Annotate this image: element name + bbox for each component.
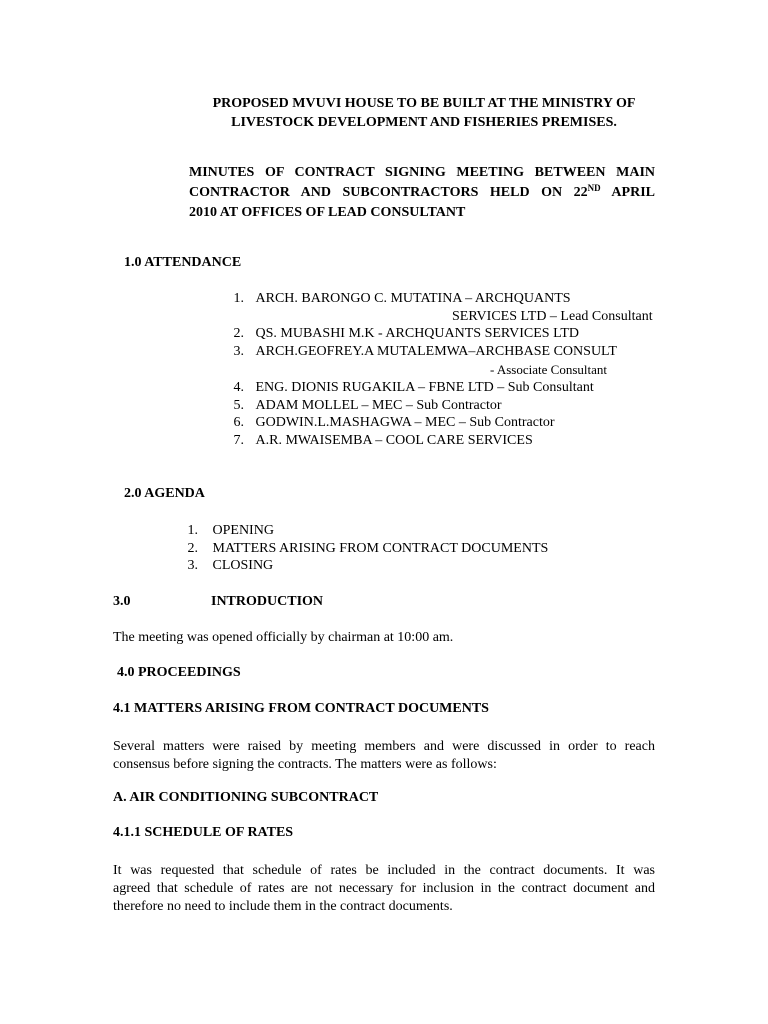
agenda-item	[176, 540, 548, 558]
schedule-heading: 4.1.1 SCHEDULE OF RATES	[113, 825, 294, 840]
paragraph-line: agreed that schedule of rates are not necessary for inclusion in the contract document and	[113, 881, 655, 896]
paragraph-line: therefore no need to include them in the contract documents.	[113, 899, 453, 914]
paragraph-line: It was requested that schedule of rates be included in the contract documents. It was	[113, 863, 655, 878]
introduction-number: 3.0	[113, 594, 131, 609]
attendance-number: 5.	[233, 398, 244, 413]
agenda-text: CLOSING	[212, 558, 274, 573]
subcontract-heading: A. AIR CONDITIONING SUBCONTRACT	[113, 790, 379, 805]
proceedings-heading: 4.0 PROCEEDINGS	[117, 665, 241, 680]
attendance-item	[222, 379, 594, 397]
attendance-item	[222, 397, 502, 415]
attendance-number: 7.	[233, 433, 244, 448]
attendance-number: 6.	[233, 415, 244, 430]
subtitle-superscript: ND	[587, 183, 601, 193]
subtitle-line-2-end: APRIL	[600, 185, 655, 200]
subtitle-line-1: MINUTES OF CONTRACT SIGNING MEETING BETWEEN MAIN	[189, 165, 655, 180]
attendance-heading: 1.0 ATTENDANCE	[124, 255, 242, 270]
attendance-number: 1.	[233, 291, 244, 306]
subtitle-line-2	[189, 183, 655, 203]
introduction-heading: INTRODUCTION	[211, 594, 324, 609]
agenda-heading: 2.0 AGENDA	[124, 486, 205, 501]
agenda-number: 1.	[187, 523, 198, 538]
agenda-text: MATTERS ARISING FROM CONTRACT DOCUMENTS	[212, 541, 549, 556]
document-title	[112, 94, 736, 132]
attendance-item	[222, 414, 555, 432]
attendance-name: ARCH.GEOFREY.A MUTALEMWA–ARCHBASE CONSULT	[255, 344, 617, 359]
introduction-text: The meeting was opened officially by chairman at 10:00 am.	[113, 630, 454, 645]
paragraph-line: Several matters were raised by meeting members and were discussed in order to reach	[113, 739, 655, 754]
attendance-name: QS. MUBASHI M.K - ARCHQUANTS SERVICES LTD	[255, 326, 580, 341]
attendance-name: ARCH. BARONGO C. MUTATINA – ARCHQUANTS	[255, 291, 571, 306]
subtitle-line-2-text: CONTRACTOR AND SUBCONTRACTORS HELD ON 22	[189, 185, 588, 200]
attendance-continuation: - Associate Consultant	[490, 362, 607, 377]
attendance-name: ADAM MOLLEL – MEC – Sub Contractor	[255, 398, 502, 413]
attendance-name: GODWIN.L.MASHAGWA – MEC – Sub Contractor	[255, 415, 555, 430]
title-line-2: LIVESTOCK DEVELOPMENT AND FISHERIES PREMISES.	[231, 115, 617, 130]
attendance-continuation: SERVICES LTD – Lead Consultant	[452, 309, 653, 324]
title-line-1: PROPOSED MVUVI HOUSE TO BE BUILT AT THE MINISTRY OF	[212, 96, 636, 111]
attendance-number: 3.	[233, 344, 244, 359]
agenda-text: OPENING	[212, 523, 274, 538]
schedule-paragraph	[113, 862, 655, 916]
subtitle-line-3: 2010 AT OFFICES OF LEAD CONSULTANT	[189, 205, 466, 220]
attendance-item	[222, 343, 617, 361]
attendance-item	[222, 432, 533, 450]
document-subtitle	[189, 163, 655, 223]
attendance-item	[222, 290, 571, 308]
matters-heading: 4.1 MATTERS ARISING FROM CONTRACT DOCUMENTS	[113, 701, 489, 716]
matters-paragraph	[113, 738, 655, 774]
agenda-item	[176, 557, 273, 575]
attendance-number: 2.	[233, 326, 244, 341]
agenda-item	[176, 522, 274, 540]
agenda-number: 3.	[187, 558, 198, 573]
paragraph-line: consensus before signing the contracts. The matters were as follows:	[113, 757, 497, 772]
attendance-name: ENG. DIONIS RUGAKILA – FBNE LTD – Sub Consultant	[255, 380, 594, 395]
agenda-number: 2.	[187, 541, 198, 556]
attendance-number: 4.	[233, 380, 244, 395]
attendance-name: A.R. MWAISEMBA – COOL CARE SERVICES	[255, 433, 533, 448]
attendance-item	[222, 325, 579, 343]
